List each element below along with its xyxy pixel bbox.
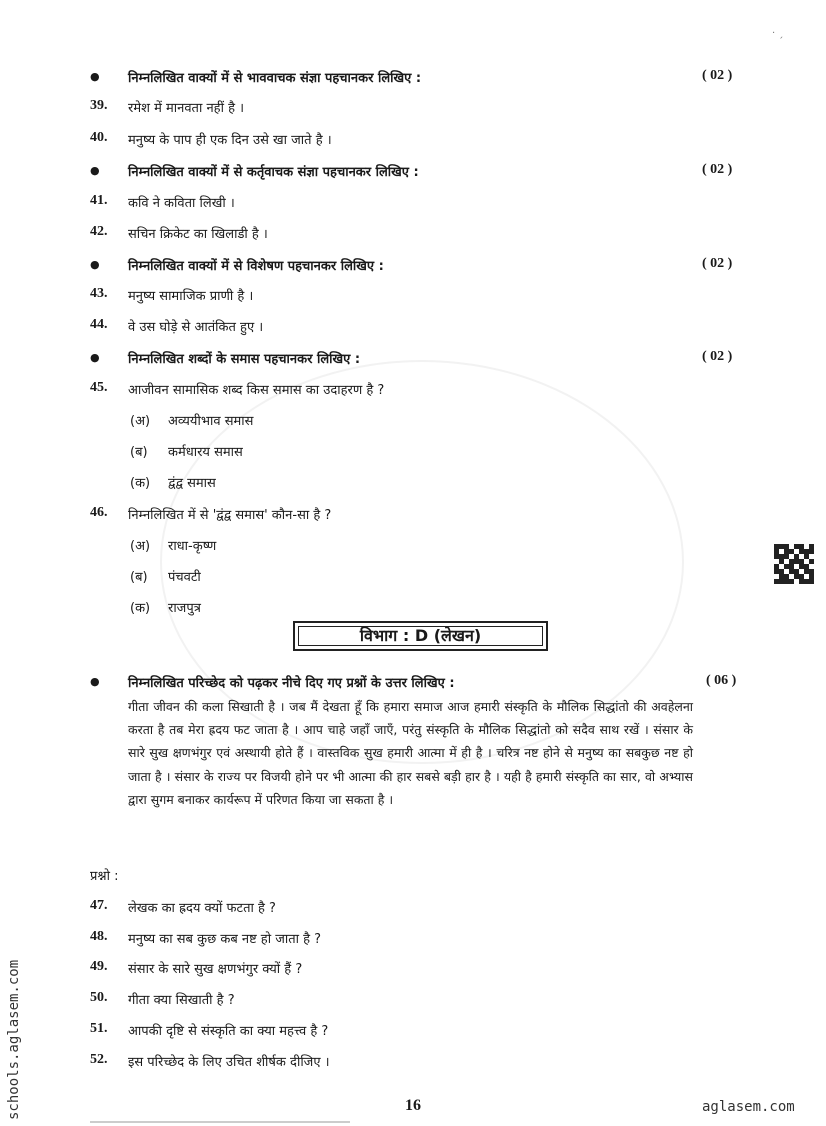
marks: ( 06 ) — [706, 673, 737, 688]
question-text: लेखक का ह्रदय क्यों फटता है ? — [128, 901, 276, 916]
question-text: मनुष्य सामाजिक प्राणी है । — [128, 289, 254, 304]
option-row — [0, 442, 826, 466]
section-title: विभाग : D (लेखन) — [293, 621, 548, 651]
option-text: राजपुत्र — [168, 601, 201, 616]
question-row — [0, 1052, 826, 1076]
question-row — [0, 505, 826, 529]
question-row — [0, 959, 826, 983]
question-row — [0, 990, 826, 1014]
question-row — [0, 380, 826, 404]
option-label: (ब) — [130, 570, 148, 585]
question-number: 42. — [90, 224, 108, 239]
option-label: (ब) — [130, 445, 148, 460]
question-number: 48. — [90, 929, 108, 944]
question-number: 52. — [90, 1052, 108, 1067]
page-number: 16 — [405, 1097, 421, 1114]
footer-url: aglasem.com — [702, 1099, 795, 1115]
marks: ( 02 ) — [702, 349, 733, 364]
option-text: द्वंद्व समास — [168, 476, 216, 491]
bullet-icon: ● — [90, 351, 100, 364]
option-label: (अ) — [130, 539, 151, 554]
option-row — [0, 567, 826, 591]
questions-label-row — [0, 866, 826, 890]
question-row — [0, 317, 826, 341]
qr-code-icon — [774, 544, 814, 584]
option-text: राधा-कृष्ण — [168, 539, 217, 554]
question-number: 49. — [90, 959, 108, 974]
footer-rule — [90, 1121, 350, 1123]
question-number: 50. — [90, 990, 108, 1005]
instruction-text: निम्नलिखित शब्दों के समास पहचानकर लिखिए : — [128, 352, 361, 367]
option-text: पंचवटी — [168, 570, 201, 585]
question-row — [0, 224, 826, 248]
option-label: (क) — [130, 476, 151, 491]
instruction-row — [0, 162, 826, 186]
question-row — [0, 193, 826, 217]
option-text: कर्मधारय समास — [168, 445, 243, 460]
option-text: अव्ययीभाव समास — [168, 414, 254, 429]
question-text: आजीवन सामासिक शब्द किस समास का उदाहरण है ? — [128, 383, 385, 398]
question-number: 44. — [90, 317, 108, 332]
question-text: गीता क्या सिखाती है ? — [128, 993, 235, 1008]
option-label: (क) — [130, 601, 151, 616]
question-text: वे उस घोड़े से आतंकित हुए । — [128, 320, 264, 335]
instruction-text: निम्नलिखित वाक्यों में से विशेषण पहचानकर लिखिए : — [128, 259, 384, 274]
option-row — [0, 473, 826, 497]
bullet-icon: ● — [90, 675, 100, 688]
question-number: 46. — [90, 505, 108, 520]
question-number: 40. — [90, 130, 108, 145]
question-number: 39. — [90, 98, 108, 113]
side-url: schools.aglasem.com — [6, 959, 22, 1120]
bullet-icon: ● — [90, 258, 100, 271]
bullet-icon: ● — [90, 164, 100, 177]
question-number: 41. — [90, 193, 108, 208]
marks: ( 02 ) — [702, 256, 733, 271]
question-text: आपकी दृष्टि से संस्कृति का क्या महत्त्व है ? — [128, 1024, 329, 1039]
question-text: सचिन क्रिकेट का खिलाडी है । — [128, 227, 268, 242]
instruction-row — [0, 68, 826, 92]
question-number: 43. — [90, 286, 108, 301]
question-row — [0, 98, 826, 122]
question-text: इस परिच्छेद के लिए उचित शीर्षक दीजिए । — [128, 1055, 330, 1070]
question-text: संसार के सारे सुख क्षणभंगुर क्यों हैं ? — [128, 962, 303, 977]
instruction-row — [0, 256, 826, 280]
question-number: 47. — [90, 898, 108, 913]
question-row — [0, 130, 826, 154]
option-row — [0, 411, 826, 435]
marks: ( 02 ) — [702, 68, 733, 83]
question-row — [0, 1021, 826, 1045]
option-row — [0, 536, 826, 560]
bullet-icon: ● — [90, 70, 100, 83]
corner-mark: · ˏ — [772, 28, 784, 39]
question-row — [0, 929, 826, 953]
question-row — [0, 286, 826, 310]
instruction-text: निम्नलिखित परिच्छेद को पढ़कर नीचे दिए गए प्रश्नों के उत्तर लिखिए : — [128, 676, 455, 691]
question-number: 51. — [90, 1021, 108, 1036]
question-text: कवि ने कविता लिखी । — [128, 196, 235, 211]
option-row — [0, 598, 826, 622]
question-row — [0, 898, 826, 922]
question-text: मनुष्य के पाप ही एक दिन उसे खा जाते है । — [128, 133, 332, 148]
instruction-text: निम्नलिखित वाक्यों में से भाववाचक संज्ञा पहचानकर लिखिए : — [128, 71, 422, 86]
question-text: निम्नलिखित में से 'द्वंद्व समास' कौन-सा है ? — [128, 508, 332, 523]
option-label: (अ) — [130, 414, 151, 429]
question-text: मनुष्य का सब कुछ कब नष्ट हो जाता है ? — [128, 932, 322, 947]
passage-text: गीता जीवन की कला सिखाती है । जब मैं देखता हूँ कि हमारा समाज आज हमारी संस्कृति के मौलिक सिद्धांतो की अवहेलना करता है तब मेरा ह्रदय फट जाता है । आप चाहे जहाँ जाएँ, परंतु संस्कृति के मौलिक सिद्धांतो को सदैव साथ रखें । संसार के सारे सुख क्षणभंगुर एवं अस्थायी होते हैं । वास्तविक सुख हमारी आत्मा में ही है । चरित्र नष्ट होने से मनुष्य का सबकुछ नष्ट हो जाता है । संसार के राज्य पर विजयी होने पर भी आत्मा की हार सबसे बड़ी हार है । यही है हमारी संस्कृति का सार, वो अभ्यास द्वारा सुगम बनाकर कार्यरूप में परिणत किया जा सकता है । — [128, 699, 693, 807]
instruction-text: निम्नलिखित वाक्यों में से कर्तृवाचक संज्ञा पहचानकर लिखिए : — [128, 165, 419, 180]
instruction-row — [0, 349, 826, 373]
questions-label: प्रश्नो : — [90, 869, 119, 884]
question-number: 45. — [90, 380, 108, 395]
marks: ( 02 ) — [702, 162, 733, 177]
instruction-row — [0, 673, 826, 697]
question-text: रमेश में मानवता नहीं है । — [128, 101, 245, 116]
